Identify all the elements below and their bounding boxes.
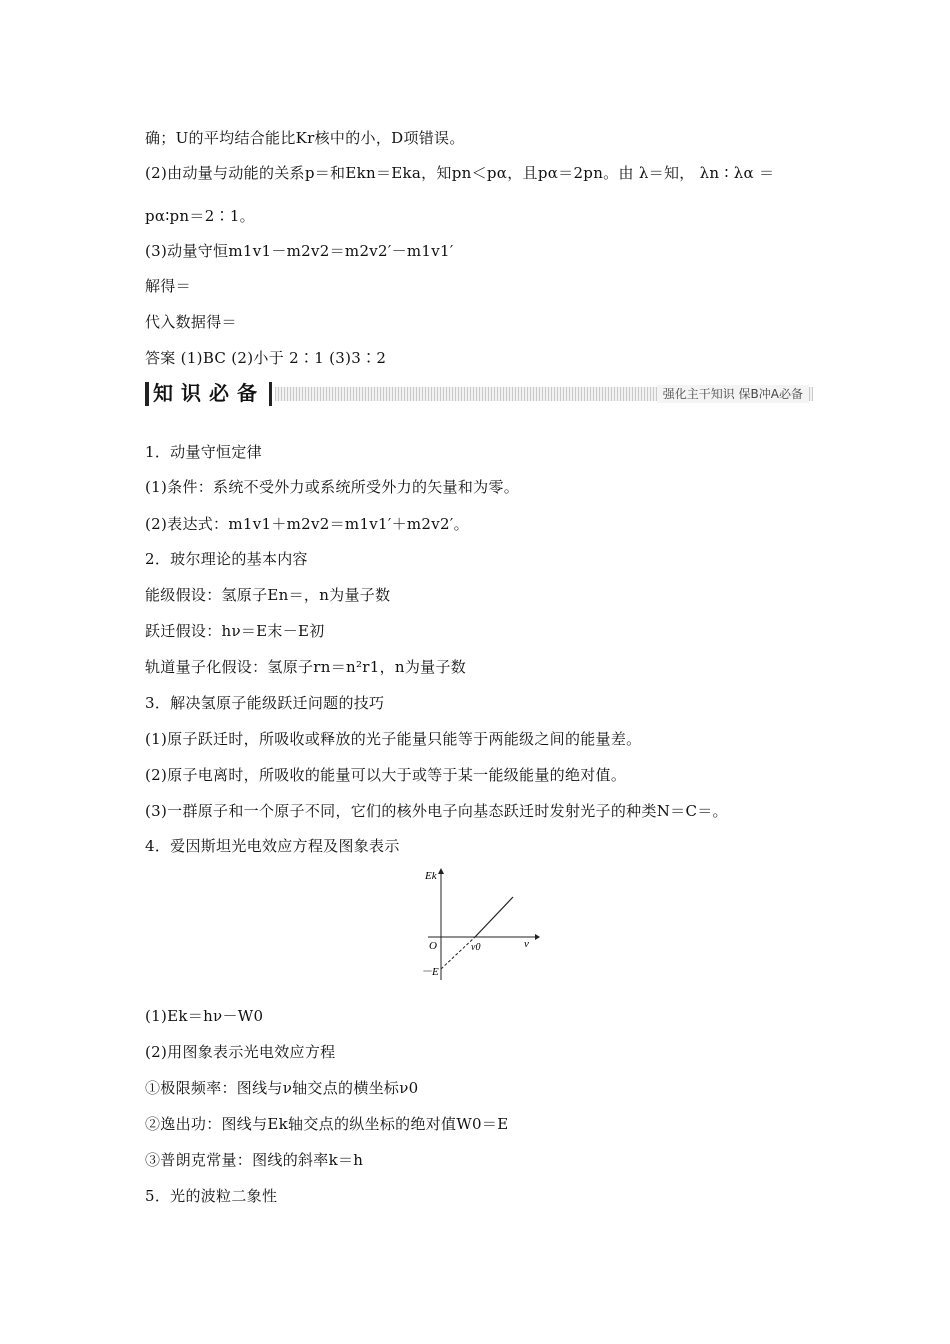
text-line: (1)条件：系统不受外力或系统所受外力的矢量和为零。	[145, 478, 520, 496]
section-heading: 2．玻尔理论的基本内容	[145, 550, 308, 568]
text-line: (1)Ek＝hν－W0	[145, 1007, 264, 1025]
text-line: (2)用图象表示光电效应方程	[145, 1043, 336, 1061]
text-line: (2)原子电离时，所吸收的能量可以大于或等于某一能级能量的绝对值。	[145, 766, 627, 784]
banner-subtitle: 强化主干知识 保B冲A必备	[657, 385, 809, 403]
text-line: ①极限频率：图线与ν轴交点的横坐标ν0	[145, 1079, 419, 1097]
text-line: 轨道量子化假设：氢原子rn＝n²r1，n为量子数	[145, 658, 467, 676]
text-line: 解得＝	[145, 277, 191, 295]
text-line: (1)原子跃迁时，所吸收或释放的光子能量只能等于两能级之间的能量差。	[145, 730, 642, 748]
answer-line: 答案 (1)BC (2)小于 2∶1 (3)3∶2	[145, 349, 387, 367]
text-line: ③普朗克常量：图线的斜率k＝h	[145, 1151, 364, 1169]
y-axis-label: Ek	[425, 870, 437, 882]
text-line: (3)一群原子和一个原子不同，它们的核外电子向基态跃迁时发射光子的种类N＝C＝。	[145, 802, 728, 820]
x-axis-label: ν	[524, 938, 529, 950]
x-axis-arrow	[535, 934, 540, 940]
origin-label: O	[429, 940, 437, 952]
y-axis-arrow	[438, 868, 444, 874]
text-line: pα∶pn＝2∶1。	[145, 207, 255, 225]
section-heading: 5．光的波粒二象性	[145, 1187, 278, 1205]
section-banner	[145, 382, 813, 406]
text-line: (2)由动量与动能的关系p＝和Ekn＝Eka，知pn＜pα，且pα＝2pn。由 λ＝知， λn ∶ λα ＝	[145, 164, 775, 182]
text-line: (2)表达式：m1v1＋m2v2＝m1v1′＋m2v2′。	[145, 515, 469, 533]
text-line: ②逸出功：图线与Ek轴交点的纵坐标的绝对值W0＝E	[145, 1115, 509, 1133]
banner-divider	[145, 382, 149, 406]
text-line: 确；U的平均结合能比Kr核中的小，D项错误。	[145, 129, 465, 147]
text-line: 代入数据得＝	[145, 313, 237, 331]
section-heading: 4．爱因斯坦光电效应方程及图象表示	[145, 837, 400, 855]
intercept-label: ν0	[471, 942, 481, 953]
graph-line-dashed	[441, 937, 475, 969]
text-line: 能级假设：氢原子En＝，n为量子数	[145, 586, 391, 604]
banner-divider	[269, 382, 272, 406]
text-line: (3)动量守恒m1v1－m2v2＝m2v2′－m1v1′	[145, 242, 454, 260]
section-heading: 1．动量守恒定律	[145, 443, 262, 461]
text-line: 跃迁假设：hν＝E末－E初	[145, 622, 325, 640]
section-heading: 3．解决氢原子能级跃迁问题的技巧	[145, 694, 385, 712]
photoelectric-graph	[415, 865, 540, 983]
banner-title: 知识必备	[153, 381, 265, 405]
graph-line-solid	[475, 897, 513, 937]
negative-e-label: －E	[421, 966, 439, 978]
